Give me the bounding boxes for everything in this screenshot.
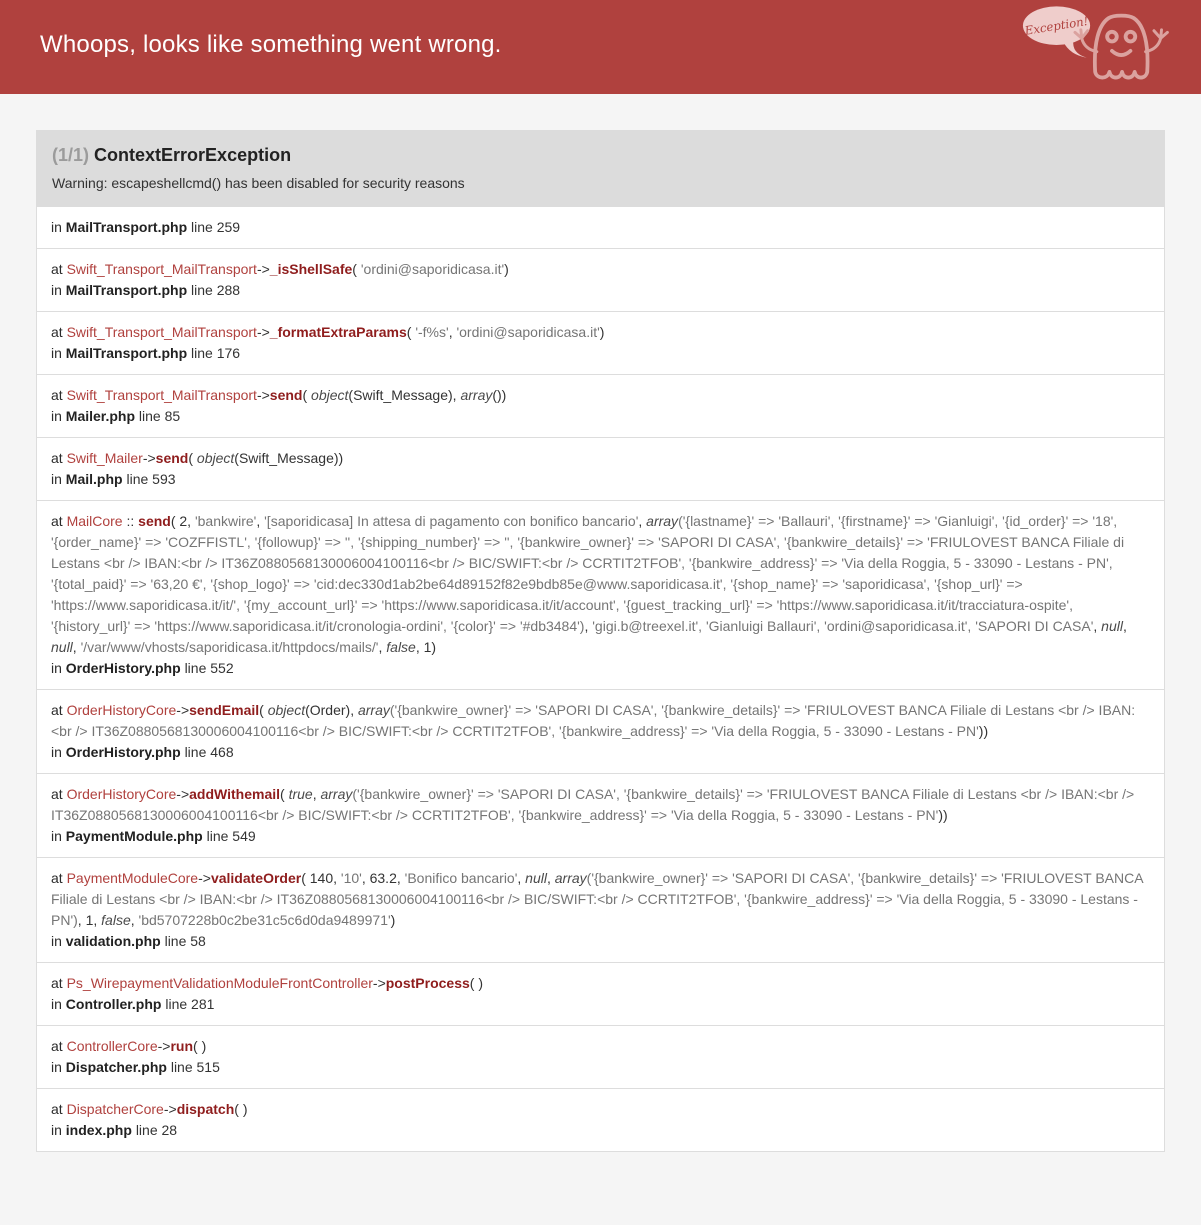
- trace-class: Swift_Transport_MailTransport: [66, 261, 257, 277]
- trace-in-label: in: [51, 828, 62, 844]
- trace-entry: [37, 857, 1164, 962]
- trace-operator: ->: [256, 387, 270, 403]
- trace-at-label: at: [51, 387, 63, 403]
- trace-arg-keyword: object: [196, 450, 235, 466]
- trace-arg-string: ('{bankwire_owner}' => 'SAPORI DI CASA', '{bankwire_details}' => 'FRIULOVEST BANCA Filiale di Lestans <br /> IBAN:<br /> IT36Z0880568130006004100116<br /> BIC/SWIFT:<br /> CCRTIT2TFOB', '{bankwire_address}' => 'Via della Roggia, 5 - 33090 - Lestans - PN'): [51, 870, 1143, 928]
- trace-arg-keyword: array: [554, 870, 587, 886]
- trace-arg-plain: ,: [638, 513, 647, 529]
- trace-arg-plain: ): [504, 261, 509, 277]
- trace-location: [51, 280, 1150, 301]
- trace-class: Swift_Transport_MailTransport: [66, 387, 257, 403]
- trace-line-number: line 28: [135, 1122, 178, 1138]
- trace-call: [51, 784, 1150, 826]
- trace-arg-plain: (: [302, 387, 312, 403]
- trace-args: [234, 1101, 247, 1117]
- exception-message: Warning: escapeshellcmd() has been disabled for security reasons: [52, 175, 465, 191]
- trace-args: [302, 387, 506, 403]
- trace-at-label: at: [51, 324, 63, 340]
- trace-in-label: in: [51, 282, 62, 298]
- trace-arg-plain: (Order),: [305, 702, 358, 718]
- stack-trace-list: [36, 207, 1165, 1152]
- trace-arg-string: '/var/www/vhosts/saporidicasa.it/httpdocs/mails/': [80, 639, 379, 655]
- trace-operator: ->: [198, 870, 211, 886]
- trace-line-number: line 552: [184, 660, 234, 676]
- trace-arg-keyword: array: [460, 387, 493, 403]
- trace-arg-plain: ,: [448, 324, 457, 340]
- trace-location: [51, 1057, 1150, 1078]
- trace-arg-string: ('{bankwire_owner}' => 'SAPORI DI CASA', '{bankwire_details}' => 'FRIULOVEST BANCA Filiale di Lestans <br /> IBAN:<br /> IT36Z0880568130006004100116<br /> BIC/SWIFT:<br /> CCRTIT2TFOB', '{bankwire_address}' => 'Via della Roggia, 5 - 33090 - Lestans - PN': [51, 702, 1136, 739]
- trace-arg-keyword: array: [320, 786, 353, 802]
- trace-arg-plain: ,: [1122, 618, 1127, 634]
- trace-arg-string: ('{lastname}' => 'Ballauri', '{firstname}' => 'Gianluigi', '{id_order}' => '18', '{order_name}' => 'COZFFISTL', '{followup}' => '', '{shipping_number}' => '', '{bankwire_owner}' => 'SAPORI DI CASA', '{bankwire_details}' => 'FRIULOVEST BANCA Filiale di Lestans <br /> IBAN:<br /> IT36Z0880568130006004100116<br /> BIC/SWIFT:<br /> CCRTIT2TFOB', '{bankwire_address}' => 'Via della Roggia, 5 - 33090 - Lestans - PN', '{total_paid}' => '63,20 €', '{shop_logo}' => 'cid:dec330d1ab2be64d89152f82e9bdb85e@www.saporidicasa.it', '{shop_name}' => 'saporidicasa', '{shop_url}' => 'https://www.saporidicasa.it/it/', '{my_account_url}' => 'https://www.saporidicasa.it/it/account', '{guest_tracking_url}' => 'https://www.saporidicasa.it/it/tracciatura-ospite', '{history_url}' => 'https://www.saporidicasa.it/it/cronologia-ordini', '{color}' => '#db3484'): [51, 513, 1125, 634]
- trace-at-label: at: [51, 975, 63, 991]
- trace-arg-string: '-f%s': [415, 324, 449, 340]
- trace-arg-plain: ( ): [234, 1101, 248, 1117]
- trace-at-label: at: [51, 1101, 63, 1117]
- trace-in-label: in: [51, 219, 62, 235]
- trace-class: DispatcherCore: [66, 1101, 164, 1117]
- exception-summary: [36, 130, 1165, 207]
- trace-arg-string: '[saporidicasa] In attesa di pagamento con bonifico bancario': [264, 513, 639, 529]
- trace-arg-plain: (Swift_Message)): [234, 450, 344, 466]
- trace-arg-keyword: array: [357, 702, 390, 718]
- trace-args: [188, 450, 343, 466]
- trace-arg-string: '10': [340, 870, 362, 886]
- trace-arg-plain: ,: [130, 912, 139, 928]
- trace-entry: [37, 311, 1164, 374]
- trace-arg-plain: ,: [1093, 618, 1102, 634]
- trace-location: [51, 826, 1150, 847]
- trace-location: [51, 658, 1150, 679]
- trace-call: [51, 973, 1150, 994]
- trace-arg-plain: ()): [492, 387, 507, 403]
- trace-arg-plain: ): [599, 324, 605, 340]
- trace-arg-keyword: null: [1101, 618, 1123, 634]
- trace-operator: ->: [256, 261, 270, 277]
- trace-arg-string: 'ordini@saporidicasa.it': [360, 261, 505, 277]
- trace-location: [51, 931, 1150, 952]
- trace-arg-plain: ,: [378, 639, 387, 655]
- trace-arg-keyword: array: [646, 513, 679, 529]
- trace-call: [51, 700, 1150, 742]
- page-title: Whoops, looks like something went wrong.: [40, 31, 502, 58]
- trace-arg-plain: ,: [72, 639, 81, 655]
- trace-arg-string: 'ordini@saporidicasa.it': [456, 324, 600, 340]
- trace-arg-plain: (: [280, 786, 289, 802]
- trace-line-number: line 176: [191, 345, 241, 361]
- trace-method: addWithemail: [189, 786, 281, 802]
- trace-arg-keyword: object: [311, 387, 349, 403]
- trace-entry: [37, 1025, 1164, 1088]
- trace-arg-string: 'Bonifico bancario': [404, 870, 518, 886]
- trace-at-label: at: [51, 786, 63, 802]
- trace-call: [51, 448, 1150, 469]
- trace-at-label: at: [51, 870, 63, 886]
- trace-line-number: line 515: [170, 1059, 220, 1075]
- trace-operator: ->: [176, 702, 190, 718]
- trace-class: MailCore: [66, 513, 123, 529]
- trace-file: OrderHistory.php: [65, 660, 181, 676]
- trace-operator: ->: [163, 1101, 177, 1117]
- trace-location: [51, 469, 1150, 490]
- trace-class: ControllerCore: [66, 1038, 158, 1054]
- trace-entry: [37, 500, 1164, 689]
- trace-at-label: at: [51, 1038, 63, 1054]
- trace-location: [51, 343, 1150, 364]
- trace-method: send: [269, 387, 303, 403]
- trace-location: [51, 742, 1150, 763]
- trace-method: send: [138, 513, 171, 529]
- trace-entry: [37, 437, 1164, 500]
- trace-call: [51, 1036, 1150, 1057]
- trace-method: validateOrder: [210, 870, 302, 886]
- trace-arg-keyword: null: [525, 870, 547, 886]
- trace-arg-plain: ,: [517, 870, 526, 886]
- trace-args: [193, 1038, 206, 1054]
- trace-line-number: line 593: [126, 471, 176, 487]
- exception-ghost-icon: [1021, 3, 1171, 87]
- trace-arg-plain: ( ): [193, 1038, 207, 1054]
- trace-arg-plain: ( 2,: [170, 513, 195, 529]
- trace-operator: ->: [142, 450, 156, 466]
- trace-file: Controller.php: [65, 996, 162, 1012]
- ghost-smile-icon: [1112, 51, 1130, 55]
- trace-entry: [37, 248, 1164, 311]
- trace-method: dispatch: [176, 1101, 235, 1117]
- trace-in-label: in: [51, 660, 62, 676]
- trace-call: [51, 868, 1150, 931]
- trace-arg-plain: ( 140,: [301, 870, 341, 886]
- trace-arg-keyword: null: [51, 639, 73, 655]
- trace-arg-string: 'bd5707228b0c2be31c5c6d0da9489971': [138, 912, 391, 928]
- trace-file: Mailer.php: [65, 408, 136, 424]
- trace-file: MailTransport.php: [65, 219, 188, 235]
- trace-line-number: line 288: [191, 282, 241, 298]
- trace-file: Mail.php: [65, 471, 123, 487]
- ghost-eyes-icon: [1105, 30, 1137, 43]
- trace-arg-plain: ,: [256, 513, 265, 529]
- trace-arg-plain: , 63.2,: [361, 870, 405, 886]
- trace-at-label: at: [51, 261, 63, 277]
- trace-args: [352, 261, 509, 277]
- trace-arg-keyword: true: [288, 786, 313, 802]
- trace-line-number: line 259: [191, 219, 241, 235]
- trace-line-number: line 281: [165, 996, 215, 1012]
- trace-method: send: [155, 450, 189, 466]
- trace-in-label: in: [51, 744, 62, 760]
- trace-file: Dispatcher.php: [65, 1059, 167, 1075]
- exception-counter: (1/1): [52, 145, 90, 165]
- trace-in-label: in: [51, 1122, 62, 1138]
- trace-arg-string: 'bankwire': [194, 513, 257, 529]
- trace-entry: [37, 962, 1164, 1025]
- trace-method: postProcess: [385, 975, 470, 991]
- trace-args: [407, 324, 605, 340]
- trace-call: [51, 511, 1150, 658]
- trace-method: run: [170, 1038, 194, 1054]
- trace-arg-plain: (Swift_Message),: [348, 387, 461, 403]
- trace-line-number: line 468: [184, 744, 234, 760]
- trace-file: PaymentModule.php: [65, 828, 203, 844]
- trace-line-number: line 85: [138, 408, 181, 424]
- exception-class: ContextErrorException: [94, 145, 292, 165]
- trace-arg-plain: (: [188, 450, 197, 466]
- trace-location: [51, 217, 1150, 238]
- trace-entry: [37, 1088, 1164, 1151]
- trace-args: [51, 513, 1127, 655]
- trace-method: _isShellSafe: [269, 261, 353, 277]
- trace-entry: [37, 689, 1164, 773]
- trace-arg-plain: ,: [584, 618, 593, 634]
- trace-method: _formatExtraParams: [269, 324, 407, 340]
- trace-entry: [37, 773, 1164, 857]
- trace-call: [51, 259, 1150, 280]
- trace-arg-plain: ( ): [469, 975, 484, 991]
- trace-call: [51, 1099, 1150, 1120]
- trace-location: [51, 406, 1150, 427]
- trace-class: PaymentModuleCore: [66, 870, 199, 886]
- error-header: [0, 0, 1201, 94]
- trace-file: index.php: [65, 1122, 132, 1138]
- trace-operator: ->: [256, 324, 270, 340]
- trace-line-number: line 58: [164, 933, 206, 949]
- trace-arg-plain: ,: [546, 870, 555, 886]
- trace-class: OrderHistoryCore: [66, 702, 177, 718]
- trace-arg-plain: , 1,: [77, 912, 102, 928]
- trace-arg-keyword: false: [101, 912, 131, 928]
- trace-arg-plain: (: [406, 324, 416, 340]
- trace-in-label: in: [51, 471, 62, 487]
- trace-operator: ->: [176, 786, 190, 802]
- trace-call: [51, 322, 1150, 343]
- trace-location: [51, 994, 1150, 1015]
- trace-in-label: in: [51, 996, 62, 1012]
- trace-call: [51, 385, 1150, 406]
- trace-arg-plain: )): [978, 723, 989, 739]
- trace-arg-plain: , 1): [415, 639, 437, 655]
- trace-arg-string: 'gigi.b@treexel.it', 'Gianluigi Ballauri', 'ordini@saporidicasa.it', 'SAPORI DI CASA': [592, 618, 1094, 634]
- trace-entry: [37, 374, 1164, 437]
- trace-args: [470, 975, 483, 991]
- trace-location: [51, 1120, 1150, 1141]
- trace-arg-keyword: object: [267, 702, 306, 718]
- trace-entry: [37, 207, 1164, 248]
- trace-arg-plain: (: [352, 261, 361, 277]
- trace-arg-keyword: false: [386, 639, 416, 655]
- trace-in-label: in: [51, 408, 62, 424]
- trace-class: Swift_Mailer: [66, 450, 143, 466]
- trace-operator: ->: [372, 975, 386, 991]
- trace-arg-plain: ,: [312, 786, 321, 802]
- trace-class: Ps_WirepaymentValidationModuleFrontController: [66, 975, 373, 991]
- trace-in-label: in: [51, 933, 62, 949]
- trace-operator: ->: [157, 1038, 171, 1054]
- trace-file: OrderHistory.php: [65, 744, 181, 760]
- exception-bubble-text: Exception!: [1023, 13, 1090, 38]
- trace-operator: ::: [122, 513, 139, 529]
- trace-file: validation.php: [65, 933, 161, 949]
- trace-line-number: line 549: [206, 828, 256, 844]
- trace-at-label: at: [51, 450, 63, 466]
- trace-at-label: at: [51, 702, 63, 718]
- trace-in-label: in: [51, 1059, 62, 1075]
- trace-file: MailTransport.php: [65, 282, 188, 298]
- trace-class: OrderHistoryCore: [66, 786, 177, 802]
- trace-arg-plain: ): [390, 912, 396, 928]
- exception-title: [52, 144, 1149, 167]
- trace-arg-plain: (: [259, 702, 268, 718]
- trace-in-label: in: [51, 345, 62, 361]
- trace-arg-string: ('{bankwire_owner}' => 'SAPORI DI CASA', '{bankwire_details}' => 'FRIULOVEST BANCA Filiale di Lestans <br /> IBAN:<br /> IT36Z0880568130006004100116<br /> BIC/SWIFT:<br /> CCRTIT2TFOB', '{bankwire_address}' => 'Via della Roggia, 5 - 33090 - Lestans - PN': [51, 786, 1135, 823]
- trace-at-label: at: [51, 513, 63, 529]
- trace-file: MailTransport.php: [65, 345, 188, 361]
- trace-method: sendEmail: [189, 702, 260, 718]
- trace-arg-plain: )): [938, 807, 948, 823]
- trace-class: Swift_Transport_MailTransport: [66, 324, 257, 340]
- exception-panel: [36, 130, 1165, 1152]
